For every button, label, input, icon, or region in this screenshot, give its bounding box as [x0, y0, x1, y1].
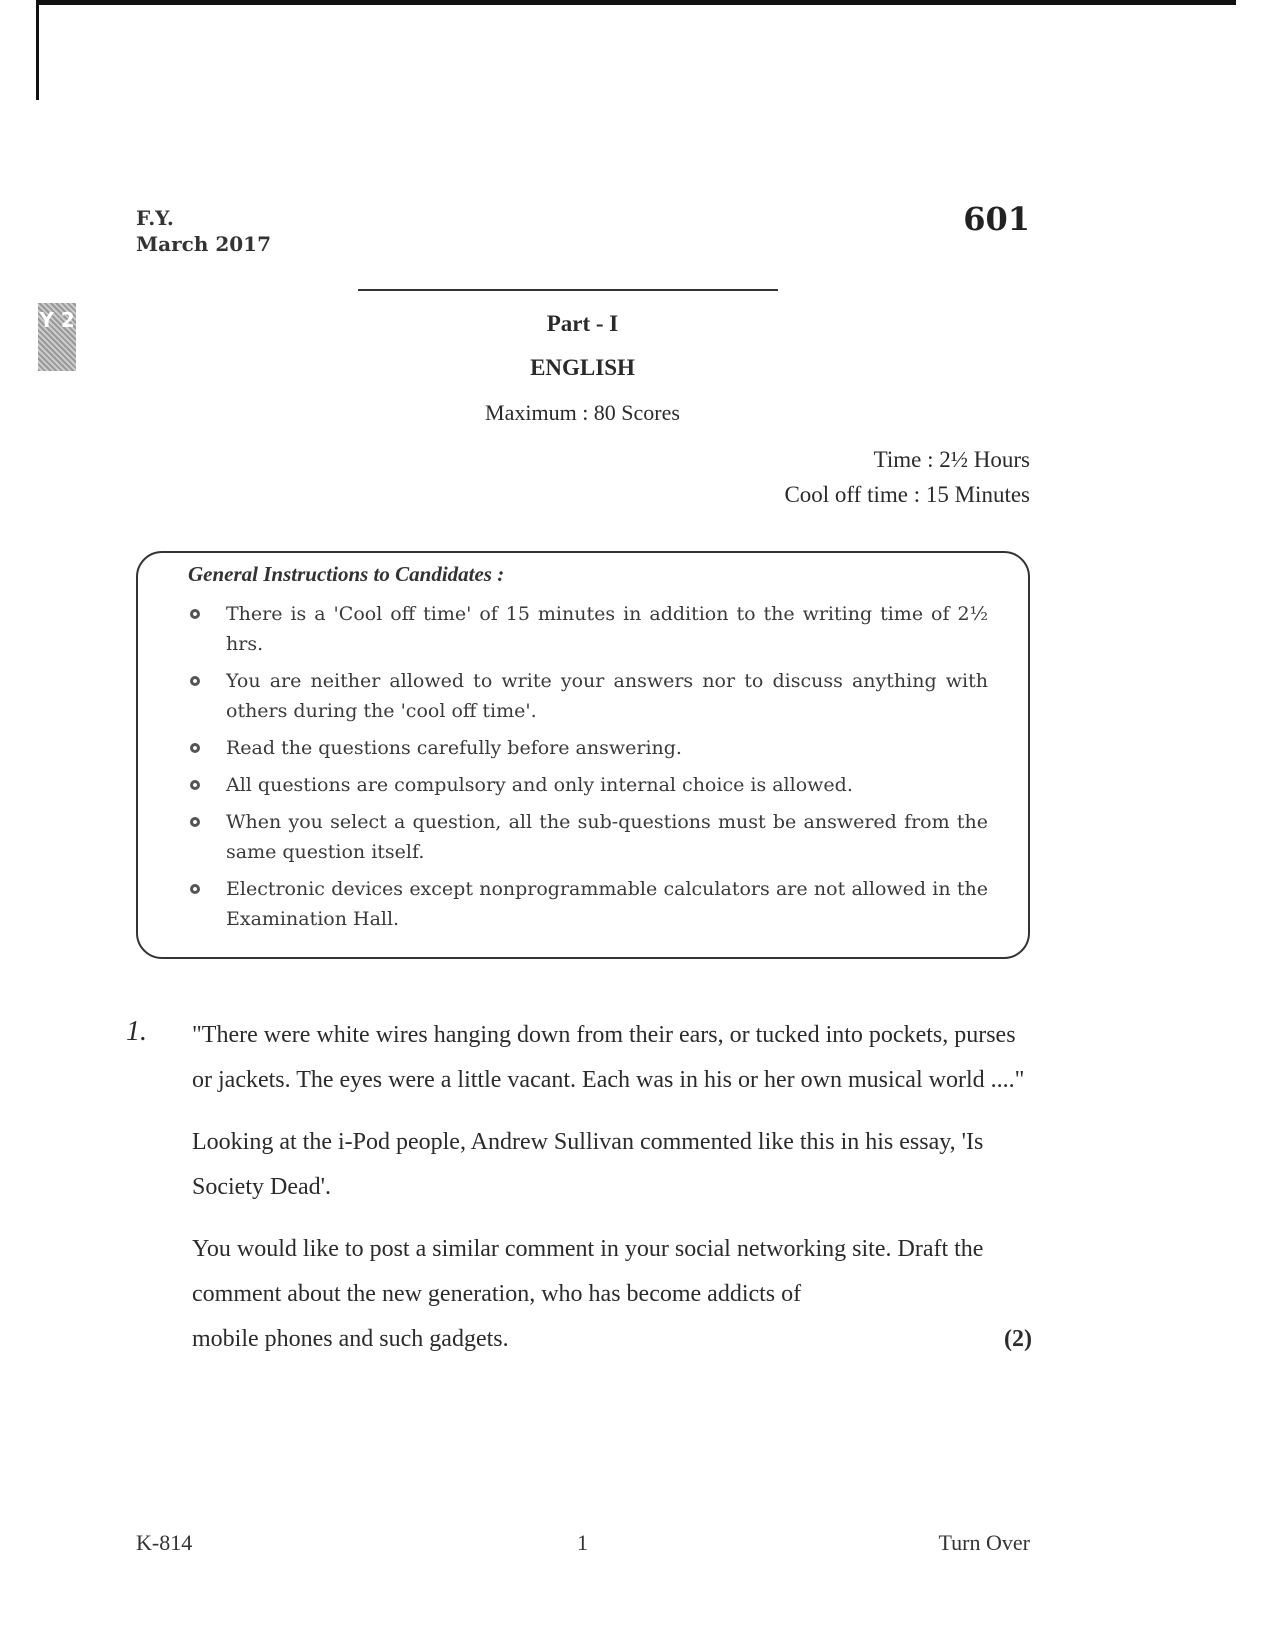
question-task-end-line [192, 1317, 1032, 1362]
question-quote: "There were white wires hanging down from their ears, or tucked into pockets, purses or jackets. The eyes were a little vacant. Each was in his or her own musical world ...." [192, 1022, 1025, 1093]
instruction-item: You are neither allowed to write your answers nor to discuss anything with others during the 'cool off time'. [188, 666, 988, 726]
page-number: 1 [577, 1530, 588, 1555]
question-task-end: mobile phones and such gadgets. [192, 1326, 509, 1352]
left-border-line [36, 0, 39, 100]
instructions-list [188, 599, 988, 934]
paper-code: 601 [963, 200, 1030, 238]
instruction-item: Electronic devices except nonprogrammable calculators are not allowed in the Examination Hall. [188, 874, 988, 934]
instruction-item: All questions are compulsory and only internal choice is allowed. [188, 770, 988, 800]
question-1 [192, 1013, 1032, 1362]
class-label: F.Y. [136, 206, 174, 230]
bullet-icon [190, 743, 200, 753]
header-rule [358, 289, 778, 291]
bullet-icon [190, 676, 200, 686]
bullet-icon [190, 817, 200, 827]
exam-time: Time : 2½ Hours [873, 447, 1030, 472]
footer-code: K-814 [136, 1530, 193, 1555]
instructions-box [136, 551, 1030, 959]
instructions-heading: General Instructions to Candidates : [188, 562, 505, 586]
exam-header-left [136, 205, 271, 257]
instruction-item: There is a 'Cool off time' of 15 minutes in addition to the writing time of 2½ hrs. [188, 599, 988, 659]
bullet-icon [190, 884, 200, 894]
top-border-line [36, 0, 1236, 5]
cool-off-time: Cool off time : 15 Minutes [784, 482, 1030, 507]
max-score: Maximum : 80 Scores [485, 400, 680, 425]
subject-title: ENGLISH [530, 355, 635, 380]
exam-date: March 2017 [136, 232, 271, 256]
bullet-icon [190, 609, 200, 619]
part-title: Part - I [546, 311, 619, 336]
side-stamp: Y 2 [38, 303, 76, 371]
turn-over-label: Turn Over [938, 1530, 1030, 1555]
question-task: You would like to post a similar comment in your social networking site. Draft the comment about the new generation, who has become addicts of [192, 1236, 984, 1307]
question-number: 1. [126, 1016, 147, 1047]
question-marks: (2) [1004, 1326, 1032, 1352]
instruction-item: Read the questions carefully before answering. [188, 733, 988, 763]
bullet-icon [190, 780, 200, 790]
question-context: Looking at the i-Pod people, Andrew Sullivan commented like this in his essay, 'Is Society Dead'. [192, 1129, 984, 1200]
instruction-item: When you select a question, all the sub-questions must be answered from the same question itself. [188, 807, 988, 867]
